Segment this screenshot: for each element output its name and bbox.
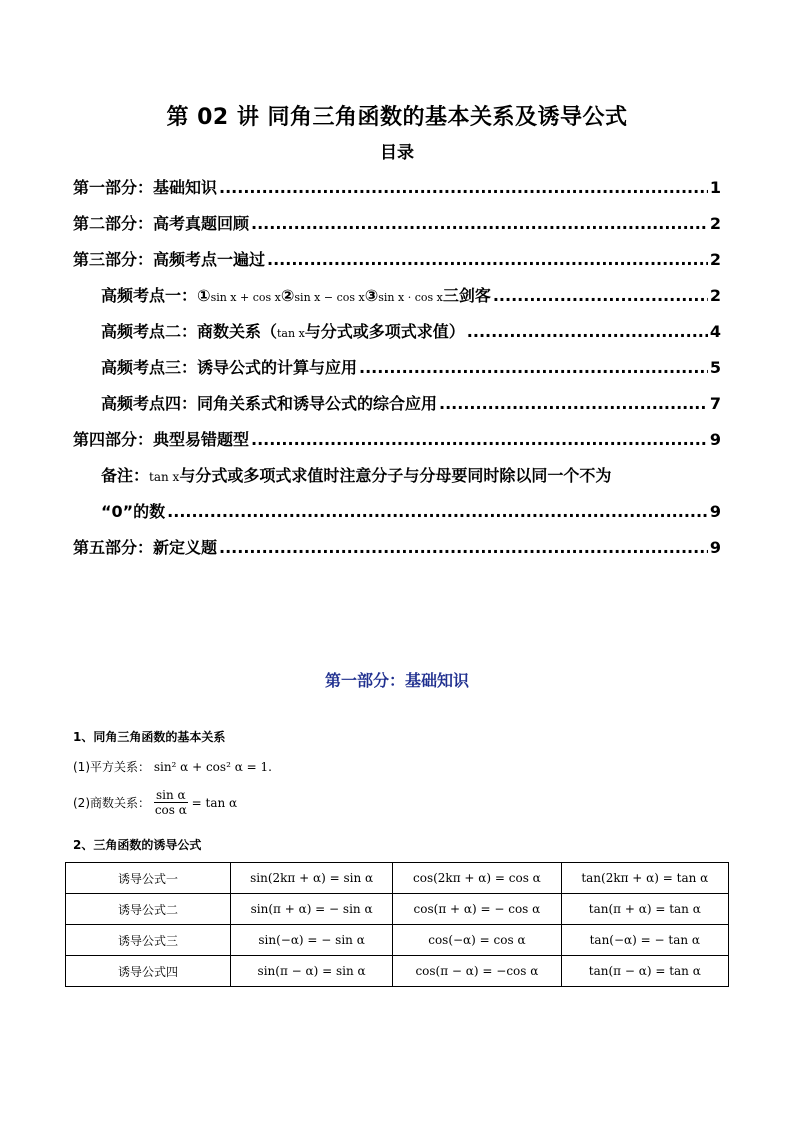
- toc-leader-dots: [359, 350, 708, 386]
- toc-entry-page: 2: [709, 214, 721, 233]
- fraction-numerator: sin α: [156, 788, 186, 802]
- toc-entry-text: 高频考点一：①: [101, 286, 211, 305]
- formula-label: (2)商数关系：: [73, 796, 150, 810]
- toc-leader-dots: [167, 494, 708, 530]
- toc-entry-page: 1: [709, 178, 721, 197]
- math-expression: sin x · cos x: [378, 291, 443, 304]
- toc-entry-text: 三剑客: [442, 286, 491, 305]
- math-expression: tan x: [277, 327, 305, 340]
- table-cell: 诱导公式一: [66, 863, 231, 894]
- toc-entry-page: 5: [709, 358, 721, 377]
- toc-leader-dots: [267, 242, 708, 278]
- table-cell: 诱导公式二: [66, 894, 231, 925]
- table-cell: cos(π + α) = − cos α: [393, 894, 561, 925]
- toc-entry[interactable]: [73, 386, 721, 422]
- table-cell: tan(π − α) = tan α: [561, 956, 728, 987]
- formula-end: .: [268, 760, 272, 774]
- fraction-denominator: cos α: [154, 803, 187, 817]
- toc-entry-label: 高频考点四：同角关系式和诱导公式的综合应用: [101, 394, 438, 413]
- toc-note: [73, 458, 721, 494]
- table-cell: tan(2kπ + α) = tan α: [561, 863, 728, 894]
- table-cell: cos(−α) = cos α: [393, 925, 561, 956]
- item-title: 1、同角三角函数的基本关系: [73, 730, 226, 744]
- toc-entry-page: 9: [709, 430, 721, 449]
- toc-entry-text: 与分式或多项式求值）: [304, 322, 465, 341]
- toc-leader-dots: [219, 170, 708, 206]
- toc-entry-label: [101, 278, 491, 316]
- toc-entry-text: 高频考点二：商数关系（: [101, 322, 278, 341]
- table-row: [66, 894, 729, 925]
- table-row: [66, 925, 729, 956]
- toc-entry-page: 2: [709, 250, 721, 269]
- note-text: 与分式或多项式求值时注意分子与分母要同时除以同一个不为: [179, 466, 612, 485]
- table-of-contents: [73, 170, 721, 566]
- toc-entry-page: 2: [709, 286, 721, 305]
- toc-entry-page: 9: [709, 502, 721, 521]
- toc-entry[interactable]: [73, 278, 721, 314]
- toc-entry-text: ②: [280, 286, 295, 305]
- toc-leader-dots: [219, 530, 708, 566]
- toc-entry[interactable]: [73, 206, 721, 242]
- induction-formula-table: [65, 862, 729, 987]
- formula-quotient-relation: [73, 788, 237, 817]
- table-cell: cos(π − α) = −cos α: [393, 956, 561, 987]
- table-row: [66, 956, 729, 987]
- table-cell: 诱导公式三: [66, 925, 231, 956]
- toc-entry[interactable]: [73, 422, 721, 458]
- toc-entry-page: 7: [709, 394, 721, 413]
- toc-leader-dots: [439, 386, 708, 422]
- toc-leader-dots: [251, 206, 708, 242]
- formula-square-relation: [73, 758, 272, 775]
- toc-heading: 目录: [380, 143, 414, 163]
- math-expression: = tan α: [191, 795, 238, 810]
- fraction: [154, 788, 188, 817]
- toc-entry-label: 第五部分：新定义题: [73, 538, 218, 557]
- toc-entry-label: “0”的数: [101, 502, 166, 521]
- toc-entry-label: [101, 314, 465, 352]
- table-cell: sin(−α) = − sin α: [231, 925, 393, 956]
- table-cell: 诱导公式四: [66, 956, 231, 987]
- toc-entry-label: 第三部分：高频考点一遍过: [73, 250, 266, 269]
- math-expression: sin² α + cos² α = 1: [153, 760, 269, 774]
- note-prefix: 备注：: [101, 466, 150, 485]
- document-title: 第 02 讲 同角三角函数的基本关系及诱导公式: [166, 105, 628, 130]
- math-expression: tan x: [149, 470, 180, 484]
- toc-entry-page: 4: [709, 322, 721, 341]
- table-cell: sin(π + α) = − sin α: [231, 894, 393, 925]
- toc-entry-label: 第二部分：高考真题回顾: [73, 214, 250, 233]
- toc-entry[interactable]: [73, 170, 721, 206]
- toc-leader-dots: [251, 422, 708, 458]
- toc-entry-text: ③: [364, 286, 379, 305]
- toc-entry[interactable]: [73, 530, 721, 566]
- toc-entry[interactable]: [73, 314, 721, 350]
- toc-entry-label: 第一部分：基础知识: [73, 178, 218, 197]
- math-expression: sin x − cos x: [294, 291, 365, 304]
- table-cell: sin(2kπ + α) = sin α: [231, 863, 393, 894]
- formula-label: (1)平方关系：: [73, 760, 150, 774]
- table-row: [66, 863, 729, 894]
- table-cell: cos(2kπ + α) = cos α: [393, 863, 561, 894]
- toc-leader-dots: [467, 314, 708, 350]
- toc-entry[interactable]: [73, 242, 721, 278]
- toc-entry-page: 9: [709, 538, 721, 557]
- table-cell: tan(−α) = − tan α: [561, 925, 728, 956]
- toc-entry[interactable]: [73, 494, 721, 530]
- item-title: 2、三角函数的诱导公式: [73, 838, 202, 852]
- section-heading: 第一部分：基础知识: [324, 671, 469, 690]
- toc-entry-label: 第四部分：典型易错题型: [73, 430, 250, 449]
- toc-leader-dots: [493, 278, 708, 314]
- toc-entry[interactable]: [73, 350, 721, 386]
- toc-entry-label: 高频考点三：诱导公式的计算与应用: [101, 358, 358, 377]
- table-cell: tan(π + α) = tan α: [561, 894, 728, 925]
- math-expression: sin x + cos x: [210, 291, 281, 304]
- table-cell: sin(π − α) = sin α: [231, 956, 393, 987]
